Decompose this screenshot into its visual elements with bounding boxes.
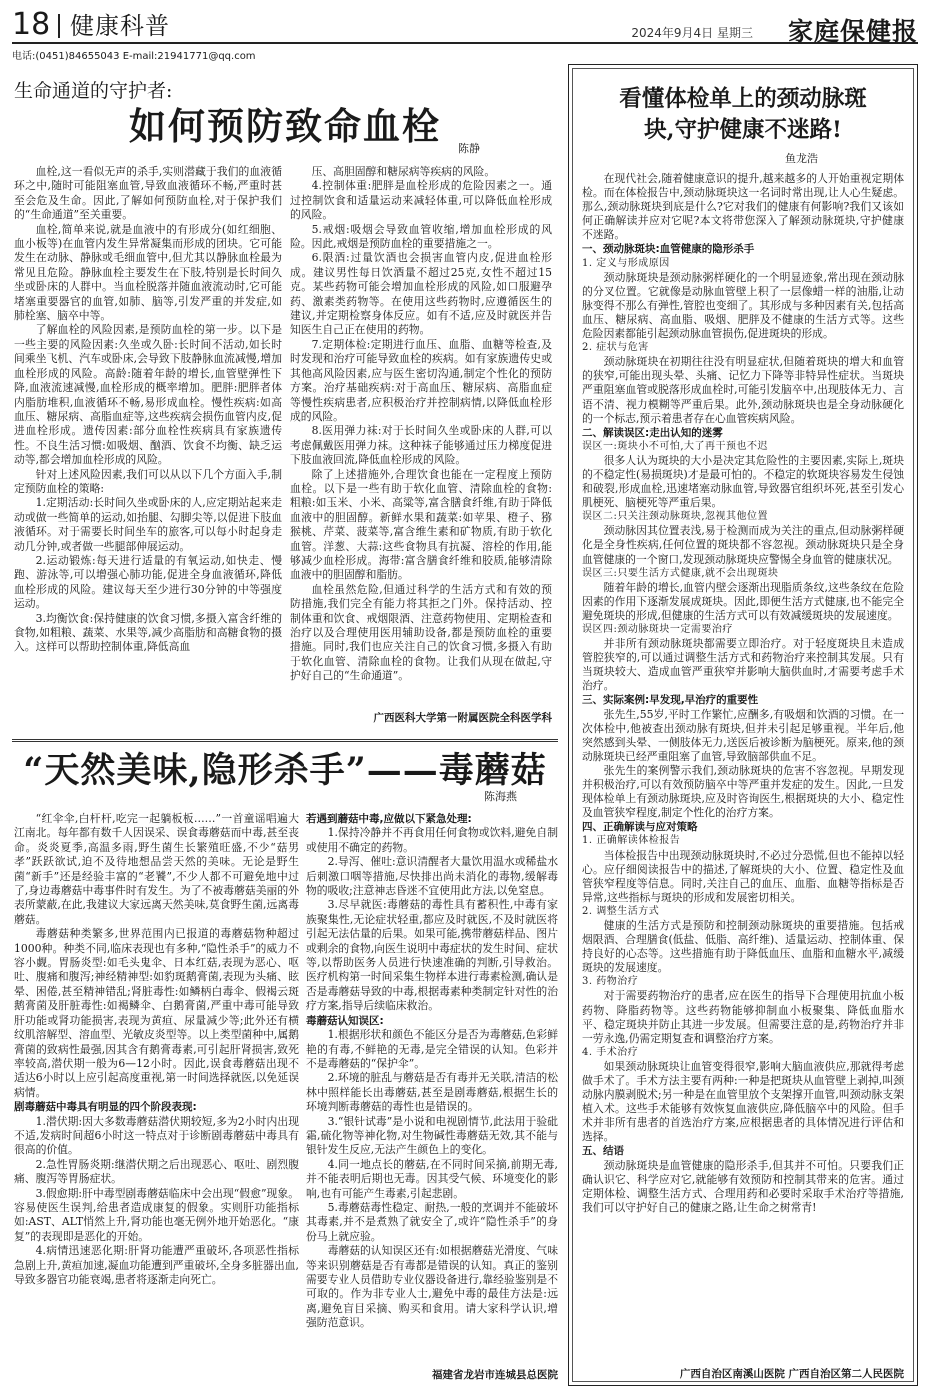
contact-line: 电话:(0451)84655043 E-mail:21941771@qq.com [12,51,256,62]
page-number: 18 [12,7,51,42]
paragraph: 1.保持冷静并不再食用任何食物或饮料,避免自制或使用不确定的药物。 [306,826,558,854]
paragraph: 8.医用弹力袜:对于长时间久坐或卧床的人群,可以考虑佩戴医用弹力袜。这种袜子能够通过压力梯度促进下肢血液回流,降低血栓形成的风险。 [290,424,552,467]
paragraph: “红伞伞,白杆杆,吃完一起躺板板……”一首童谣唱遍大江南北。每年都有数千人因误采、误食毒蘑菇而中毒,甚至丧命。炎炎夏季,高温多雨,野生菌生长繁殖旺盛,不少“菇男孝”跃跃欲试,迫不及待地想品尝天然的美味。无论是野生菌“新手”还是经验丰富的“老饕”,不少人都不可避免地中过了,身边毒蘑菇中毒事件时有发生。为了不被毒蘑菇美丽的外表所蒙蔽,在此,我建议大家远离天然美味,莫食野生菌,远离毒蘑菇。 [14,812,299,926]
paragraph: 张先生的案例警示我们,颈动脉斑块的危害不容忽视。早期发现并积极治疗,可以有效预防脑卒中等严重并发症的发生。因此,一旦发现体检单上有颈动脉斑块,应及时咨询医生,根据斑块的大小、稳定性及血管狭窄程度,制定个性化的治疗方案。 [582,763,904,820]
paragraph: 1.定期活动:长时间久坐或卧床的人,应定期站起来走动或做一些简单的运动,如抬腿、勾脚尖等,以促进下肢血液循环。对于需要长时间坐车的旅客,可以每小时起身走动几分钟,或者做一些腿部伸展运动。 [14,496,282,553]
article-column [14,812,299,1380]
paragraph: 随着年龄的增长,血管内壁会逐渐出现脂质条纹,这些条纹在危险因素的作用下逐渐发展成斑块。因此,即便生活方式健康,也不能完全避免斑块的形成,但健康的生活方式可以有效减缓斑块的发展速度。 [582,580,904,622]
article-title: “天然美味,隐形杀手”——毒蘑菇 [23,750,547,791]
subheading: 1. 定义与形成原因 [582,257,670,269]
paragraph: 4.控制体重:肥胖是血栓形成的危险因素之一。通过控制饮食和适量运动来减轻体重,可以降低血栓形成的风险。 [290,179,552,222]
paragraph: 6.限酒:过量饮酒也会损害血管内皮,促进血栓形成。建议男性每日饮酒量不超过25克,女性不超过15克。某些药物可能会增加血栓形成的风险,如口服避孕药、激素类药物等。在使用这些药物时,应遵循医生的建议,并定期检察身体反应。如有不适,应及时就医并告知医生自己正在使用的药物。 [290,251,552,337]
paragraph: 3.假愈期:肝中毒型剧毒蘑菇临床中会出现“假愈”现象。容易使医生误判,给患者造成康复的假象。实则肝功能指标如:AST、ALT悄然上升,肾功能也毫无例外地开始恶化。“康复”的表现即是恶化的开始。 [14,1186,299,1243]
paragraph: 3.均衡饮食:保持健康的饮食习惯,多摄入富含纤维的食物,如粗粮、蔬菜、水果等,减少高脂肪和高糖食物的摄入。这样可以帮助控制体重,降低高血 [14,611,282,654]
article-column [582,172,904,1352]
title-line: 看懂体检单上的颈动脉斑 [619,86,867,112]
article-column [306,812,558,1366]
paragraph: 并非所有颈动脉斑块都需要立即治疗。对于轻度斑块且未造成管腔狭窄的,可以通过调整生活方式和药物治疗来控制其发展。只有当斑块较大、造成血管严重狭窄并影响大脑供血时,才需要考虑手术治疗。 [582,637,904,693]
article-affiliation: 广西自治区南溪山医院 广西自治区第二人民医院 [679,1368,904,1380]
paragraph: 如果颈动脉斑块让血管变得很窄,影响大脑血液供应,那就得考虑做手术了。手术方法主要有两种:一种是把斑块从血管壁上剥掉,叫颈动脉内膜剥脱术;另一种是在血管里放个支架撑开血管,叫颈动脉支架植入术。这些手术能够有效恢复血液供应,降低脑卒中的风险。但手术并非所有患者的首选治疗方案,应根据患者的具体情况进行评估和选择。 [582,1059,904,1144]
masthead-divider [58,14,60,38]
subheading: 误区三:只要生活方式健康,就不会出现斑块 [582,567,779,579]
paragraph: 除了上述措施外,合理饮食也能在一定程度上预防血栓。以下是一些有助于软化血管、清除血栓的食物:粗粮:如玉米、小米、高粱等,富含膳食纤维,有助于降低血液中的胆固醇。新鲜水果和蔬菜:如苹果、橙子、猕猴桃、芹菜、菠菜等,富含维生素和矿物质,有助于软化血管。洋葱、大蒜:这些食物具有抗凝、溶栓的作用,能够减少血栓形成。海带:富含膳食纤维和胶质,能够清除血液中的胆固醇和脂肪。 [290,467,552,582]
paragraph: 颈动脉因其位置表浅,易于检测而成为关注的重点,但动脉粥样硬化是全身性疾病,任何位置的斑块都不容忽视。颈动脉斑块只是全身血管健康的一个窗口,发现颈动脉斑块应警惕全身血管的健康状况。 [582,524,904,566]
subheading: 2. 调整生活方式 [582,905,660,917]
paragraph: 2.环境的脏乱与蘑菇是否有毒并无关联,清洁的松林中照样能长出毒蘑菇,甚至是剧毒蘑菇,根据生长的环境判断毒蘑菇的毒性也是错误的。 [306,1071,558,1114]
paragraph: 2.运动锻炼:每天进行适量的有氧运动,如快走、慢跑、游泳等,可以增强心肺功能,促进全身血液循环,降低血栓形成的风险。建议每天至少进行30分钟的中等强度运动。 [14,553,282,611]
paragraph: 很多人认为斑块的大小是决定其危险性的主要因素,实际上,斑块的不稳定性(易损斑块)才是最可怕的。不稳定的软斑块容易发生侵蚀和破裂,形成血栓,迅速堵塞动脉血管,导致器官组织坏死,甚至引发心肌梗死、脑梗死等严重后果。 [582,453,904,510]
paragraph: 3.尽早就医:毒蘑菇的毒性具有蓄积性,中毒有家族聚集性,无论症状轻重,都应及时就医,不及时就医将引起无法估量的后果。如果可能,携带蘑菇样品、图片或剩余的食物,向医生说明中毒症状的发生时间、症状等,以帮助医务人员进行快速准确的判断,引导救治。医疗机构第一时间采集生物样本进行毒素检测,确认是否是毒蘑菇导致的中毒,根据毒素种类制定针对性的治疗方案,指导后续临床救治。 [306,898,558,1013]
paragraph: 4.同一地点长的蘑菇,在不同时间采摘,前期无毒,并不能表明后期也无毒。因其受气候、环境变化的影响,也有可能产生毒素,引起悲剧。 [306,1157,558,1200]
paragraph: 针对上述风险因素,我们可以从以下几个方面入手,制定预防血栓的策略: [14,467,282,495]
article-author: 陈海燕 [484,790,517,803]
paragraph: 颈动脉斑块是颈动脉粥样硬化的一个明显迹象,常出现在颈动脉的分叉位置。它就像是动脉血管壁上积了一层像蜡一样的油脂,让动脉变得不那么有弹性,管腔也变细了。其形成与多种因素有关,包括高血压、糖尿病、高血脂、吸烟、肥胖及不健康的生活方式等。这些危险因素都能引起颈动脉血管损伤,促进斑块的形成。 [582,270,904,341]
paragraph: 4.病情迅速恶化期:肝肾功能遭严重破坏,各项恶性指标急剧上升,黄疸加速,凝血功能遭到严重破坏,全身多脏器出血,导致多器官功能衰竭,患者将逐渐走向死亡。 [14,1244,299,1286]
paragraph: 3.“银针试毒”是小说和电视剧情节,此法用于验砒霜,硫化物等神化物,对生物碱性毒蘑菇无效,其不能与银针发生反应,无法产生颜色上的变化。 [306,1114,558,1157]
paragraph: 血栓,简单来说,就是血液中的有形成分(如红细胞、血小板等)在血管内发生异常凝集而形成的团块。它可能发生在动脉、静脉或毛细血管中,但尤其以静脉血栓最为常见且危险。静脉血栓主要发生在下肢,特别是长时间久坐或卧床的人群中。当血栓脱落并随血液流动时,它可能堵塞重要器官的血管,如肺、脑等,引发严重的并发症,如肺栓塞、脑卒中等。 [14,222,282,323]
subheading: 毒蘑菇认知误区: [306,1014,384,1027]
paragraph: 张先生,55岁,平时工作繁忙,应酬多,有吸烟和饮酒的习惯。在一次体检中,他被查出颈动脉有斑块,但并未引起足够重视。半年后,他突然感到头晕、一侧肢体无力,送医后被诊断为脑梗死。原来,他的颈动脉斑块已经严重阻塞了血管,导致脑部供血不足。 [582,707,904,763]
subheading: 五、结语 [582,1145,624,1158]
paragraph: 血栓,这一看似无声的杀手,实则潜藏于我们的血液循环之中,随时可能阻塞血管,导致血液循环不畅,严重时甚至会危及生命。因此,了解如何预防血栓,对于保护我们的“生命通道”至关重要。 [14,165,282,222]
article-author: 陈静 [458,142,480,155]
article-title [578,84,908,146]
paragraph: 了解血栓的风险因素,是预防血栓的第一步。以下是一些主要的风险因素:久坐或久卧:长时间不活动,如长时间乘坐飞机、汽车或卧床,会导致下肢静脉血流减慢,增加血栓形成的风险。高龄:随着年龄的增长,血管壁弹性下降,血液流速减慢,血栓形成的概率增加。肥胖:肥胖者体内脂肪堆积,血液循环不畅,易形成血栓。慢性疾病:如高血压、糖尿病、高脂血症等,这些疾病会损伤血管内皮,促进血栓形成。遗传因素:部分血栓性疾病具有家族遗传性。不良生活习惯:如吸烟、酗酒、饮食不均衡、缺乏运动等,都会增加血栓形成的风险。 [14,323,282,467]
subheading: 3. 药物治疗 [582,976,639,988]
subheading: 剧毒蘑菇中毒具有明显的四个阶段表现: [14,1101,197,1114]
paper-name: 家庭保健报 [787,17,918,46]
paragraph: 5.戒烟:吸烟会导致血管收缩,增加血栓形成的风险。因此,戒烟是预防血栓的重要措施之一。 [290,222,552,251]
subheading: 一、颈动脉斑块:血管健康的隐形杀手 [582,243,755,256]
article-affiliation: 福建省龙岩市连城县总医院 [432,1369,558,1381]
paragraph: 压、高胆固醇和糖尿病等疾病的风险。 [311,165,496,178]
paragraph: 血栓虽然危险,但通过科学的生活方式和有效的预防措施,我们完全有能力将其拒之门外。保持活动、控制体重和饮食、戒烟限酒、注意药物使用、定期检查和治疗以及合理使用医用辅助设备,都是预防血栓的重要措施。同时,我们也应关注自己的饮食习惯,多摄入有助于软化血管、清除血栓的食物。让我们从现在做起,守护好自己的“生命通道”。 [290,582,552,683]
subheading: 三、实际案例:早发现,早治疗的重要性 [582,694,759,707]
paragraph: 颈动脉斑块在初期往往没有明显症状,但随着斑块的增大和血管的狭窄,可能出现头晕、头痛、记忆力下降等非特异性症状。当斑块严重阻塞血管或脱落形成血栓时,可能引发脑卒中,出现肢体无力、言语不清、视力模糊等严重后果。此外,颈动脉斑块也是全身动脉硬化的一个标志,预示着患者存在心血管疾病风险。 [582,355,904,425]
paragraph: 当体检报告中出现颈动脉斑块时,不必过分恐慌,但也不能掉以轻心。应仔细阅读报告中的描述,了解斑块的大小、位置、稳定性及血管狭窄程度等信息。同时,关注自己的血压、血脂、血糖等指标是否异常,这些指标与斑块的形成和发展密切相关。 [582,848,904,904]
paragraph: 2.急性胃肠炎期:继潜伏期之后出现恶心、呕吐、剧烈腹痛、腹泻等胃肠症状。 [14,1157,299,1186]
article-title: 如何预防致命血栓 [129,104,441,148]
paragraph: 毒蘑菇的认知误区还有:如根据蘑菇光滑度、气味等来识别蘑菇是否有毒都是错误的认知。真正的鉴别需要专业人员借助专业仪器设备进行,靠经验鉴别是不可取的。作为非专业人士,避免中毒的最佳方法是:远离,避免盲目采摘、购买和食用。请大家科学认识,增强防范意识。 [306,1244,558,1330]
title-line: 块,守护健康不迷路! [644,117,842,143]
section-name: 健康科普 [70,12,170,40]
subheading: 误区一:斑块小不可怕,大了再干预也不迟 [582,440,769,452]
article-kicker: 生命通道的守护者: [14,80,173,102]
paragraph: 颈动脉斑块是血管健康的隐形杀手,但其并不可怕。只要我们正确认识它、科学应对它,就能够有效预防和控制其带来的危害。通过定期体检、调整生活方式、合理用药和必要时采取手术治疗等措施,我们可以守护好自己的健康之路,让生命之树常青! [582,1158,904,1214]
article-column [14,165,282,720]
paragraph: 对于需要药物治疗的患者,应在医生的指导下合理使用抗血小板药物、降脂药物等。这些药物能够抑制血小板聚集、降低血脂水平、稳定斑块并防止其进一步发展。但需要注意的是,药物治疗并非一劳永逸,仍需定期复查和调整治疗方案。 [582,989,904,1045]
article-column [290,165,552,705]
subheading: 1. 正确解读体检报告 [582,835,681,847]
paragraph: 在现代社会,随着健康意识的提升,越来越多的人开始重视定期体检。而在体检报告中,颈动脉斑块这一名词时常出现,让人心生疑虑。那么,颈动脉斑块到底是什么?它对我们的健康有何影响?我们又该如何正确解读并应对它呢?本文将带您深入了解颈动脉斑块,守护健康不迷路。 [582,172,904,242]
subheading: 误区四:颈动脉斑块一定需要治疗 [582,624,733,635]
article-author: 鱼龙浩 [785,152,818,165]
subheading: 若遇到蘑菇中毒,应做以下紧急处理: [306,813,472,825]
masthead [12,8,918,44]
article-affiliation: 广西医科大学第一附属医院全科医学科 [373,712,552,724]
subheading: 误区二:只关注颈动脉斑块,忽视其他位置 [582,511,769,523]
subheading: 四、正确解读与应对策略 [582,821,698,834]
issue-date: 2024年9月4日 星期三 [631,26,753,40]
paragraph: 健康的生活方式是预防和控制颈动脉斑块的重要措施。包括戒烟限酒、合理膳食(低盐、低脂、高纤维)、适量运动、控制体重、保持良好的心态等。这些措施有助于降低血压、血脂和血糖水平,减缓斑块的发展速度。 [582,918,904,975]
paragraph: 5.毒蘑菇毒性稳定、耐热,一般的烹调并不能破坏其毒素,并不是煮熟了就安全了,或许“隐性杀手”的身份马上就应验。 [306,1200,558,1243]
subheading: 2. 症状与危害 [582,342,649,354]
paragraph: 1.根据形状和颜色不能区分是否为毒蘑菇,色彩鲜艳的有毒,不鲜艳的无毒,是完全错误的认知。色彩并不是毒蘑菇的“保护伞”。 [306,1028,558,1070]
paragraph: 1.潜伏期:因大多数毒蘑菇潜伏期较短,多为2小时内出现不适,发病时间超6小时这一特点对于诊断剧毒蘑菇中毒具有很高的价值。 [14,1114,299,1157]
subheading: 二、解读误区:走出认知的迷雾 [582,426,723,439]
paragraph: 2.导泻、催吐:意识清醒者大量饮用温水或稀盐水后刺激口咽等措施,尽快排出尚未消化的毒物,缓解毒物的吸收;注意神志昏迷不宜使用此方法,以免窒息。 [306,855,558,898]
subheading: 4. 手术治疗 [582,1046,639,1058]
paragraph: 毒蘑菇种类繁多,世界范围内已报道的毒蘑菇物种超过1000种。种类不同,临床表现也有多种,“隐性杀手”的威力不容小觑。胃肠炎型:如毛头鬼伞、日本红菇,表现为恶心、呕吐、腹痛和腹泻;神经精神型:如豹斑鹅膏菌,表现为头痛、眩晕、困倦,甚至精神错乱;肾脏毒性:如鳞柄白毒伞、假褐云斑鹅膏菌及肝脏毒性:如褐鳞伞、白鹅膏菌,严重中毒可能导致肝功能或肾功能损害,表现为黄疸、尿量减少等;此外还有横纹肌溶解型、溶血型、光敏皮炎型等。以上类型菌种中,属鹅膏菌的致病性最强,因其含有鹅膏毒素,可引起肝肾损害,致死率较高,潜伏期一般为6—12小时。因此,误食毒蘑菇出现不适达6小时以上应引起高度重视,第一时间选择就医,以免延误病情。 [14,927,299,1099]
paragraph: 7.定期体检:定期进行血压、血脂、血糖等检查,及时发现和治疗可能导致血栓的疾病。如有家族遗传史或其他高风险因素,应与医生密切沟通,制定个性化的预防方案。治疗基础疾病:对于高血压、糖尿病、高脂血症等慢性疾病患者,应积极治疗并控制病情,以降低血栓形成的风险。 [290,337,552,423]
